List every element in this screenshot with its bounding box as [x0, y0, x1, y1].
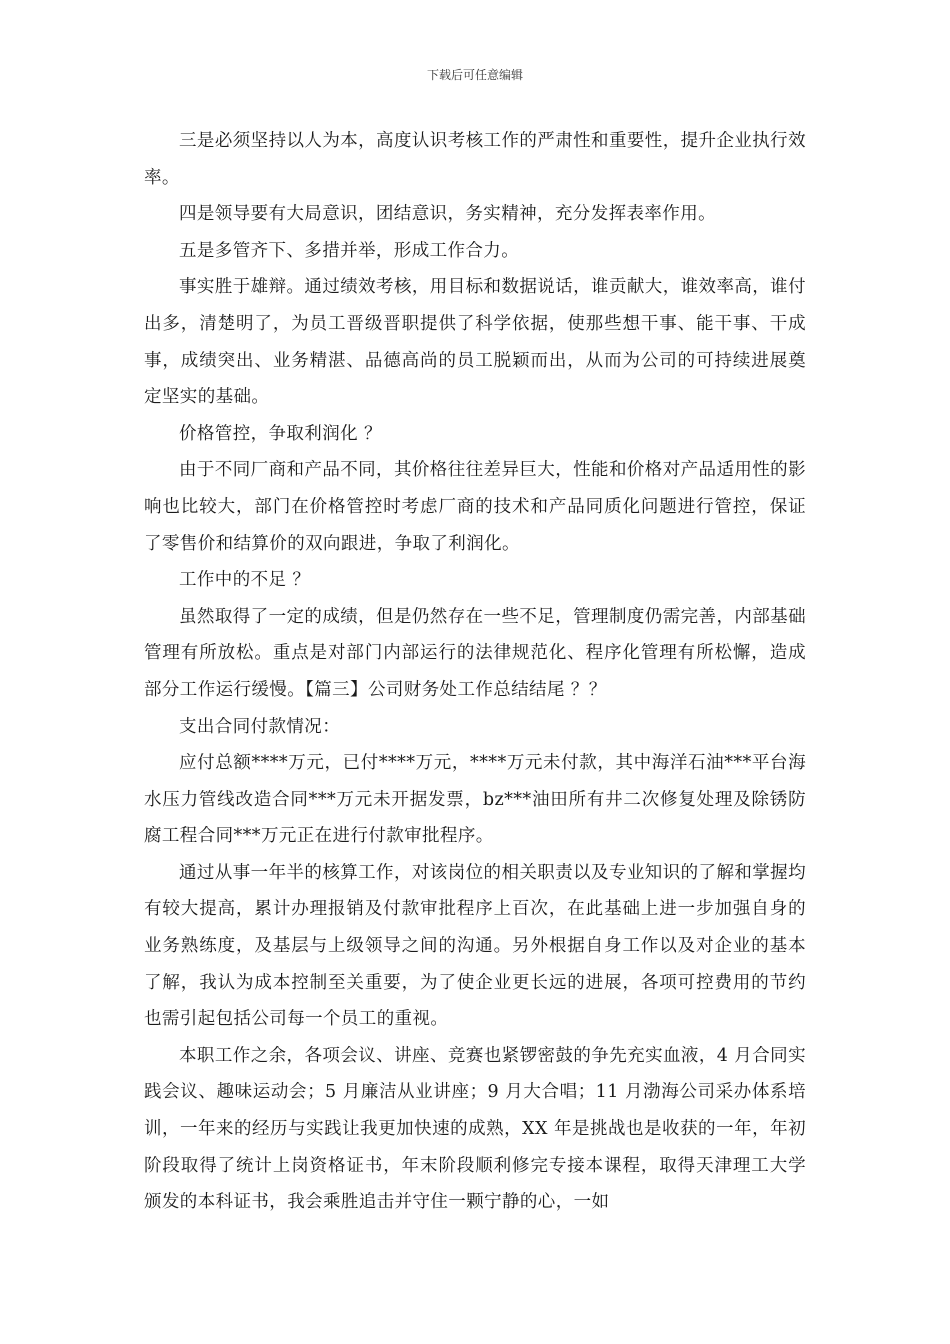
paragraph-12: 本职工作之余，各项会议、讲座、竞赛也紧锣密鼓的争先充实血液，4 月合同实践会议、趣味运动会；5 月廉洁从业讲座；9 月大合唱；11 月渤海公司采办体系培训，一年来的经历与实践让我更加快速的成熟，XX 年是挑战也是收获的一年，年初阶段取得了统计上岗资格证书，年末阶段顺利修完专接本课程，取得天津理工大学颁发的本科证书，我会乘胜追击并守住一颗宁静的心，一如 — [144, 1045, 806, 1213]
paragraph-2: 四是领导要有大局意识，团结意识，务实精神，充分发挥表率作用。 — [179, 204, 716, 225]
page-header: 下载后可任意编辑 — [426, 68, 523, 82]
paragraph-4: 事实胜于雄辩。通过绩效考核，用目标和数据说话，谁贡献大，谁效率高，谁付出多，清楚明了，为员工晋级晋职提供了科学依据，使那些想干事、能干事、干成事，成绩突出、业务精湛、品德高尚的员工脱颖而出，从而为公司的可持续进展奠定坚实的基础。 — [144, 277, 806, 408]
paragraph-8: 虽然取得了一定的成绩，但是仍然存在一些不足，管理制度仍需完善，内部基础管理有所放松。重点是对部门内部运行的法律规范化、程序化管理有所松懈，造成部分工作运行缓慢。【篇三】公司财务处工作总结结尾 ？？ — [144, 606, 806, 700]
section-heading-price-control: 价格管控，争取利润化 ？ — [179, 423, 382, 444]
paragraph-3: 五是多管齐下、多措并举，形成工作合力。 — [179, 240, 520, 261]
paragraph-1: 三是必须坚持以人为本，高度认识考核工作的严肃性和重要性，提升企业执行效率。 — [144, 131, 806, 188]
section-heading-contract-payments: 支出合同付款情况： — [179, 716, 341, 737]
paragraph-6: 由于不同厂商和产品不同，其价格往往差异巨大，性能和价格对产品适用性的影响也比较大，部门在价格管控时考虑厂商的技术和产品同质化问题进行管控，保证了零售价和结算价的双向跟进，争取了利润化。 — [144, 460, 806, 554]
section-heading-shortcomings: 工作中的不足 ？ — [179, 570, 311, 591]
paragraph-10: 应付总额****万元，已付****万元，****万元未付款，其中海洋石油***平台海水压力管线改造合同***万元未开据发票，bz***油田所有井二次修复处理及除锈防腐工程合同***万元正在进行付款审批程序。 — [144, 753, 806, 847]
paragraph-11: 通过从事一年半的核算工作，对该岗位的相关职责以及专业知识的了解和掌握均有较大提高，累计办理报销及付款审批程序上百次，在此基础上进一步加强自身的业务熟练度，及基层与上级领导之间的沟通。另外根据自身工作以及对企业的基本了解，我认为成本控制至关重要，为了使企业更长远的进展，各项可控费用的节约也需引起包括公司每一个员工的重视。 — [144, 862, 806, 1030]
document-body — [144, 123, 806, 1221]
